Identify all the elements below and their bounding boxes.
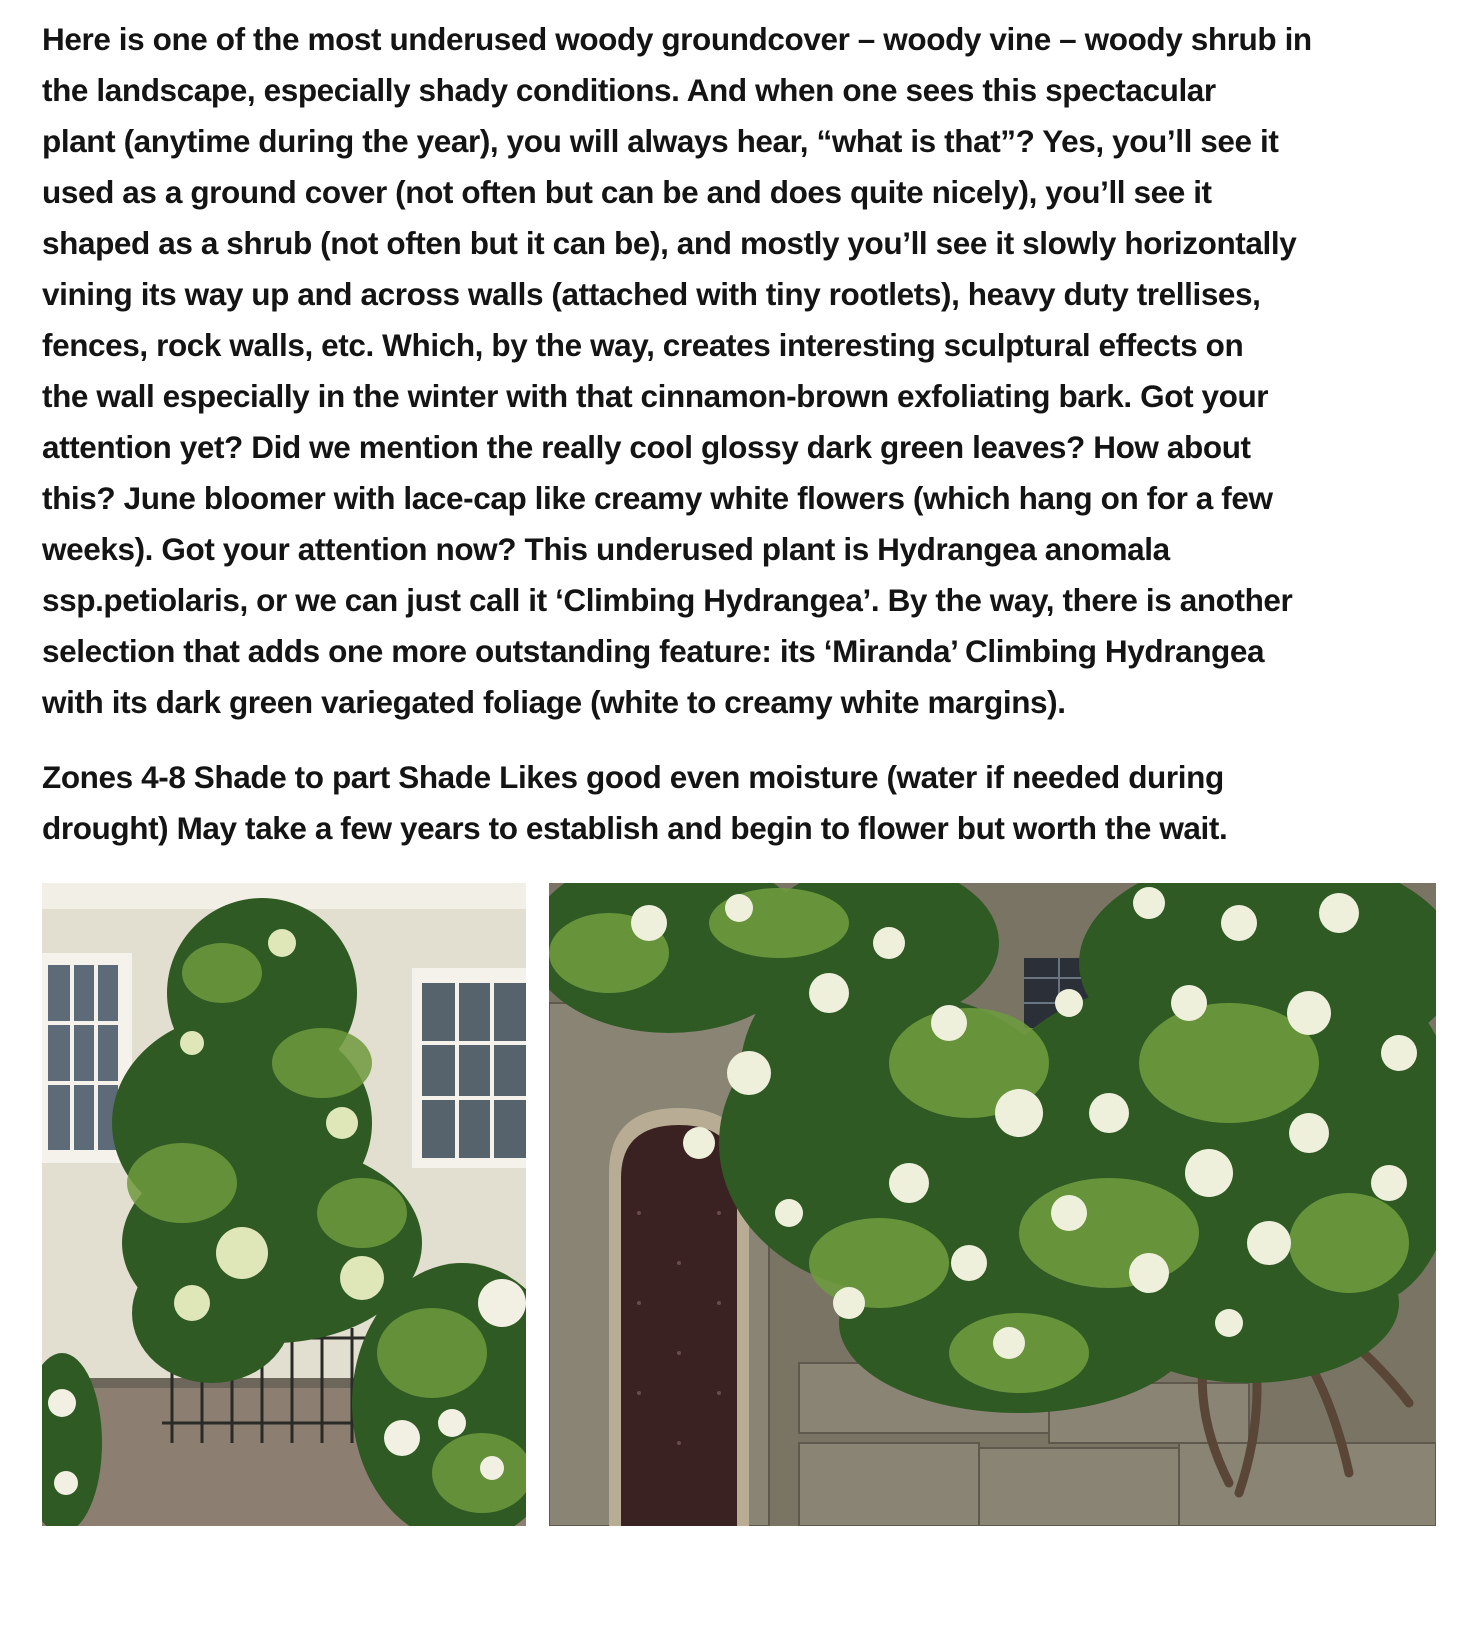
- stone-wall-hydrangea-photo: [549, 883, 1436, 1526]
- text-line: drought) May take a few years to establish and begin to flower but worth the wait.: [42, 810, 1228, 846]
- text-line: weeks). Got your attention now? This underused plant is Hydrangea anomala: [42, 531, 1170, 567]
- text-line: shaped as a shrub (not often but it can be), and mostly you’ll see it slowly horizontally: [42, 225, 1297, 261]
- text-line: with its dark green variegated foliage (white to creamy white margins).: [42, 684, 1066, 720]
- house-wall-hydrangea-photo: [42, 883, 526, 1526]
- text-line: ssp.petiolaris, or we can just call it ‘Climbing Hydrangea’. By the way, there is another: [42, 582, 1293, 618]
- text-line: the wall especially in the winter with that cinnamon-brown exfoliating bark. Got your: [42, 378, 1269, 414]
- text-line: used as a ground cover (not often but can be and does quite nicely), you’ll see it: [42, 174, 1212, 210]
- text-line: Zones 4-8 Shade to part Shade Likes good even moisture (water if needed during: [42, 759, 1224, 795]
- growing-info-paragraph: [42, 752, 1452, 854]
- text-line: plant (anytime during the year), you will always hear, “what is that”? Yes, you’ll see it: [42, 123, 1279, 159]
- text-line: the landscape, especially shady conditions. And when one sees this spectacular: [42, 72, 1216, 108]
- text-line: attention yet? Did we mention the really cool glossy dark green leaves? How about: [42, 429, 1251, 465]
- text-line: vining its way up and across walls (attached with tiny rootlets), heavy duty trellises,: [42, 276, 1261, 312]
- description-paragraph: [42, 14, 1452, 728]
- text-line: this? June bloomer with lace-cap like creamy white flowers (which hang on for a few: [42, 480, 1273, 516]
- text-line: fences, rock walls, etc. Which, by the way, creates interesting sculptural effects on: [42, 327, 1244, 363]
- stone-wall-hydrangea-illustration: [549, 883, 1436, 1526]
- house-wall-hydrangea-illustration: [42, 883, 526, 1526]
- text-line: Here is one of the most underused woody groundcover – woody vine – woody shrub in: [42, 21, 1312, 57]
- text-line: selection that adds one more outstanding feature: its ‘Miranda’ Climbing Hydrangea: [42, 633, 1265, 669]
